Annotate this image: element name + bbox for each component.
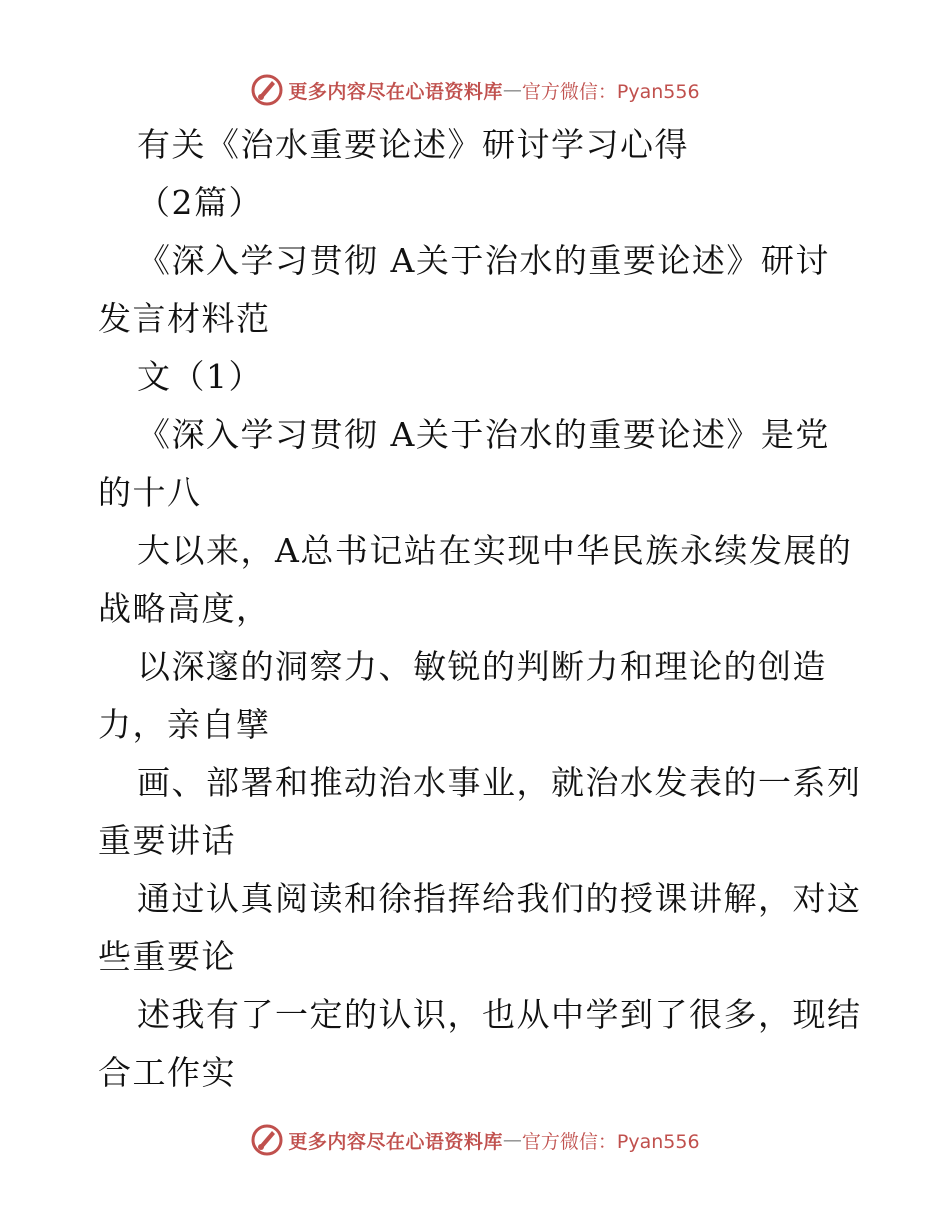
text-line: 的十八 <box>98 473 202 512</box>
brand-logo-icon <box>250 73 284 107</box>
text-line: 通过认真阅读和徐指挥给我们的授课讲解，对这 <box>137 879 862 918</box>
text-line: 战略高度， <box>98 589 271 628</box>
header-watermark <box>0 70 950 110</box>
watermark-brand: 更多内容尽在心语资料库 <box>288 80 503 103</box>
brand-logo-icon <box>250 1123 284 1157</box>
watermark-brand: 更多内容尽在心语资料库 <box>288 1130 503 1153</box>
text-line: 文（1） <box>137 357 263 396</box>
text-line: 合工作实 <box>98 1053 236 1092</box>
text-line: 力，亲自擘 <box>98 705 271 744</box>
text-line: 些重要论 <box>98 937 236 976</box>
text-line: 《深入学习贯彻 A关于治水的重要论述》研讨 <box>137 241 830 280</box>
watermark-separator: — <box>502 79 522 101</box>
text-line: 述我有了一定的认识，也从中学到了很多，现结 <box>137 995 862 1034</box>
watermark-wechat: 官方微信：Pyan556 <box>521 80 700 103</box>
text-line: 《深入学习贯彻 A关于治水的重要论述》是党 <box>137 415 830 454</box>
watermark-wechat: 官方微信：Pyan556 <box>521 1130 700 1153</box>
text-line: 以深邃的洞察力、敏锐的判断力和理论的创造 <box>137 647 827 686</box>
document-title: 有关《治水重要论述》研讨学习心得 <box>137 125 689 164</box>
text-line: 发言材料范 <box>98 299 271 338</box>
text-line: 重要讲话 <box>98 821 236 860</box>
footer-watermark <box>0 1120 950 1160</box>
text-line: 画、部署和推动治水事业，就治水发表的一系列 <box>137 763 862 802</box>
document-subtitle: （2篇） <box>137 183 263 222</box>
watermark-separator: — <box>502 1129 522 1151</box>
text-line: 大以来，A总书记站在实现中华民族永续发展的 <box>137 531 853 570</box>
